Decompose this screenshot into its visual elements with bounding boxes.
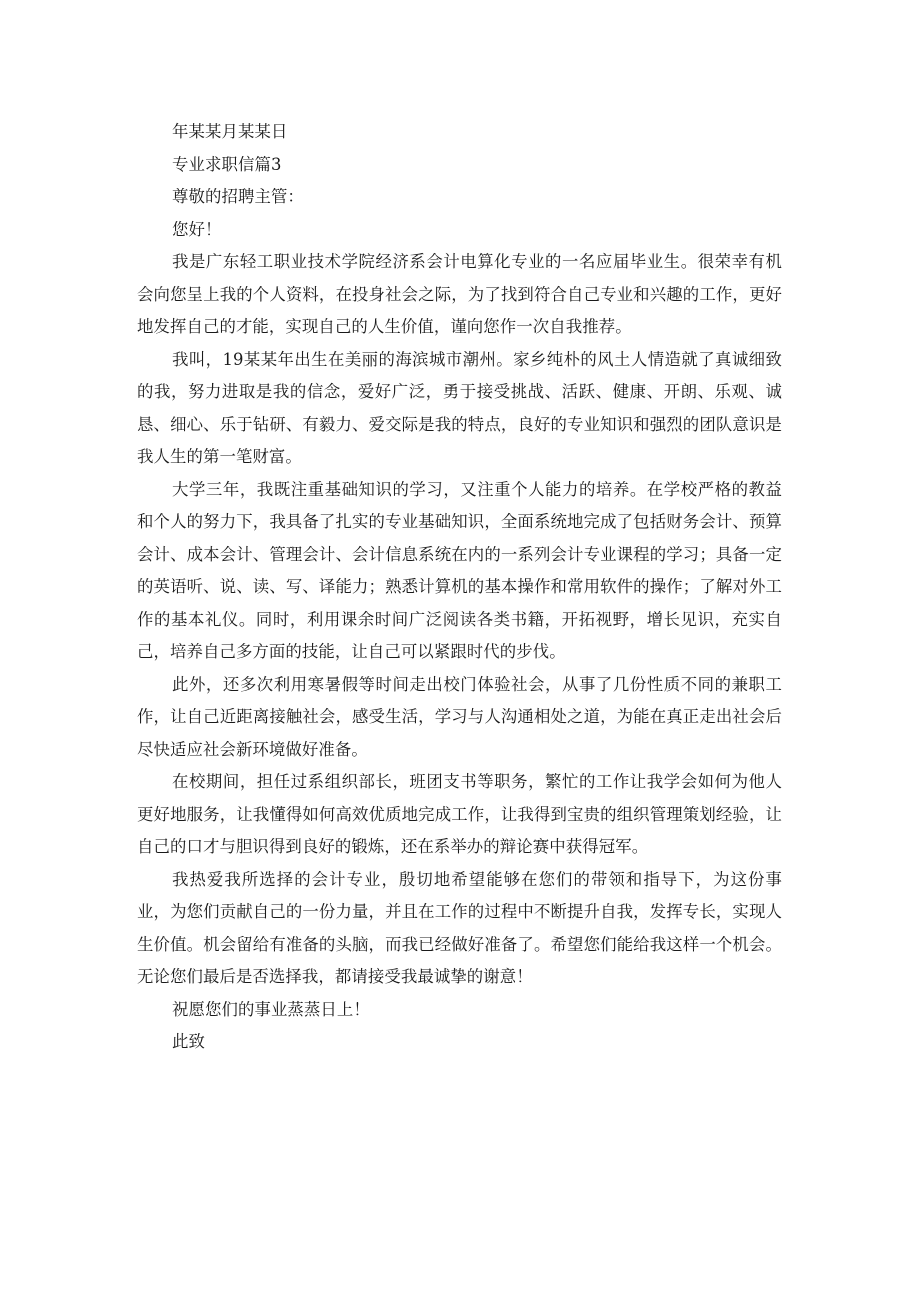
paragraph-education: 大学三年，我既注重基础知识的学习，又注重个人能力的培养。在学校严格的教益和个人的努力下，我具备了扎实的专业基础知识，全面系统地完成了包括财务会计、预算会计、成本会计、管理会计、会计信息系统在内的一系列会计专业课程的学习；具备一定的英语听、说、读、写、译能力；熟悉计算机的基本操作和常用软件的操作；了解对外工作的基本礼仪。同时，利用课余时间广泛阅读各类书籍，开拓视野，增长见识，充实自己，培养自己多方面的技能，让自己可以紧跟时代的步伐。 — [137, 479, 782, 661]
letter-title: 专业求职信篇3 — [172, 154, 282, 174]
letter-greeting: 您好！ — [172, 219, 222, 239]
letter-closing: 此致 — [172, 1032, 205, 1051]
paragraph-introduction: 我是广东轻工职业技术学院经济系会计电算化专业的一名应届毕业生。很荣幸有机会向您呈上我的个人资料，在投身社会之际，为了找到符合自己专业和兴趣的工作，更好地发挥自己的才能，实现自己的人生价值，谨向您作一次自我推荐。 — [137, 252, 782, 336]
letter-body — [137, 116, 782, 1059]
letter-wish: 祝愿您们的事业蒸蒸日上！ — [172, 999, 370, 1019]
paragraph-personal: 我叫，19某某年出生在美丽的海滨城市潮州。家乡纯朴的风土人情造就了真诚细致的我，努力进取是我的信念，爱好广泛，勇于接受挑战、活跃、健康、开朗、乐观、诚恳、细心、乐于钻研、有毅力、爱交际是我的特点，良好的专业知识和强烈的团队意识是我人生的第一笔财富。 — [137, 349, 782, 466]
paragraph-part-time: 此外，还多次利用寒暑假等时间走出校门体验社会，从事了几份性质不同的兼职工作，让自己近距离接触社会，感受生活，学习与人沟通相处之道，为能在真正走出社会后尽快适应社会新环境做好准备。 — [137, 674, 782, 759]
paragraph-school-roles: 在校期间，担任过系组织部长，班团支书等职务，繁忙的工作让我学会如何为他人更好地服务，让我懂得如何高效优质地完成工作，让我得到宝贵的组织管理策划经验，让自己的口才与胆识得到良好的锻炼，还在系举办的辩论赛中获得冠军。 — [137, 772, 782, 856]
paragraph-aspiration: 我热爱我所选择的会计专业，殷切地希望能够在您们的带领和指导下，为这份事业，为您们贡献自己的一份力量，并且在工作的过程中不断提升自我，发挥专长，实现人生价值。机会留给有准备的头脑，而我已经做好准备了。希望您们能给我这样一个机会。无论您们最后是否选择我，都请接受我最诚挚的谢意！ — [137, 869, 782, 986]
letter-salutation: 尊敬的招聘主管： — [172, 187, 304, 206]
letter-date: 年某某月某某日 — [172, 122, 288, 141]
